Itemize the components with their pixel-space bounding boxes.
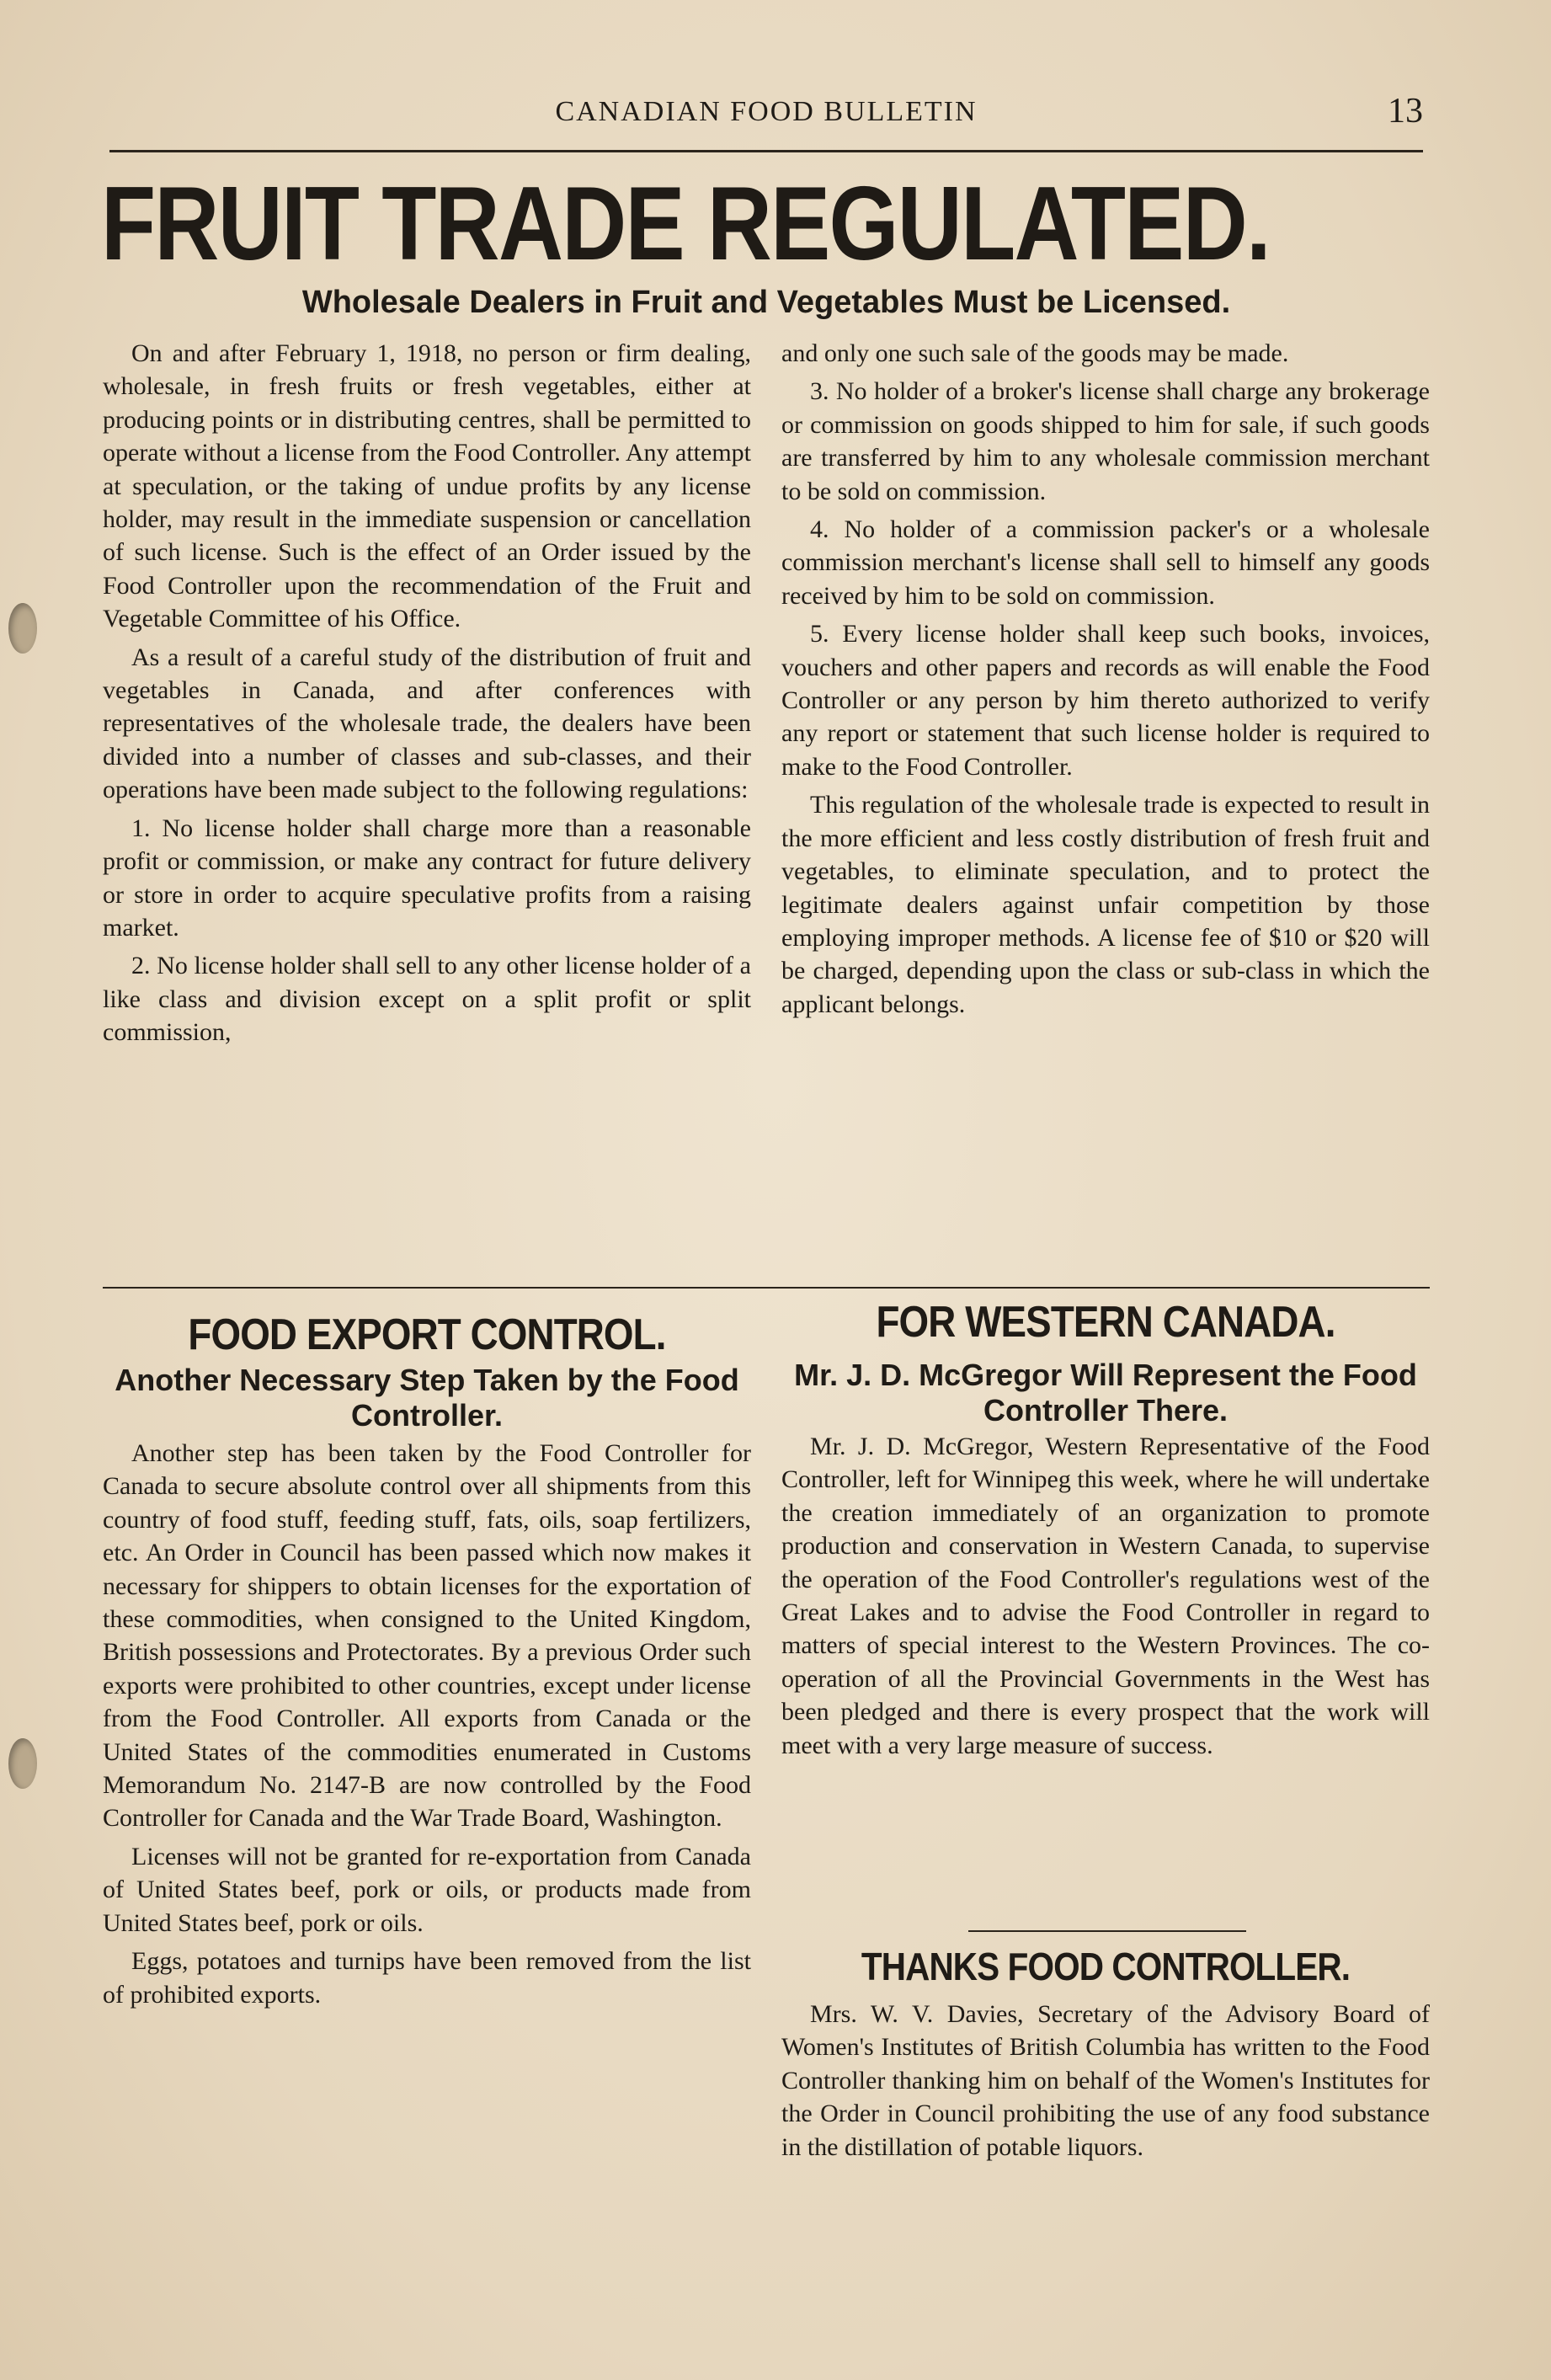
short-divider	[968, 1930, 1246, 1932]
article-paragraph: Mrs. W. V. Davies, Secretary of the Advisory Board of Women's Institutes of British Columbia has written to the Food Controller thanking him on behalf of the Women's Institutes for the Order in Council prohibiting the use of any food substance in the distillation of potable liquors.	[781, 2000, 1430, 2161]
article-paragraph: 5. Every license holder shall keep such books, invoices, vouchers and other papers and records as will enable the Food Controller or any person by him thereto authorized to verify any report or statement that such license holder is required to make to the Food Controller.	[781, 620, 1430, 781]
article-paragraph: 4. No holder of a commission packer's or a wholesale commission merchant's license shall sell to himself any goods received by him to be sold on commission.	[781, 515, 1430, 610]
article-paragraph: Mr. J. D. McGregor, Western Representative of the Food Controller, left for Winnipeg this week, where he will undertake the creation immediately of an organization to promote production and conservation in Western Canada, to supervise the operation of the Food Controller's regulations west of the Great Lakes and to advise the Food Controller in regard to matters of special interest to the Western Provinces. The co-operation of all the Provincial Governments in the West has been pledged and there is every prospect that the work will meet with a very large measure of success.	[781, 1433, 1430, 1759]
article-paragraph: and only one such sale of the goods may be made.	[781, 339, 1289, 367]
running-header	[109, 91, 1423, 133]
article-paragraph: Eggs, potatoes and turnips have been removed from the list of prohibited exports.	[103, 1947, 751, 2009]
publication-title: CANADIAN FOOD BULLETIN	[555, 96, 978, 127]
article-paragraph: Another step has been taken by the Food Controller for Canada to secure absolute control over all shipments from this country of food stuff, feeding stuff, fats, oils, soap fertilizers, etc. An Order in Council has been passed which now makes it necessary for shippers to obtain licenses for the exportation of these commodities, when consigned to the United Kingdom, British possessions and Protectorates. By a previous Order such exports were prohibited to other countries, except under license from the Food Controller. All exports from Canada or the United States of the commodities enumerated in Customs Memorandum No. 2147-B are now controlled by the Food Controller for Canada and the War Trade Board, Washington.	[103, 1439, 751, 1833]
article-paragraph: On and after February 1, 1918, no person or firm dealing, wholesale, in fresh fruits or fresh vegetables, either at producing points or in distributing centres, shall be permitted to operate without a license from the Food Controller. Any attempt at speculation, or the taking of undue profits by any license holder, may result in the immediate suspension or cancellation of such license. Such is the effect of an Order issued by the Food Controller upon the recommendation of the Fruit and Vegetable Committee of his Office.	[103, 339, 751, 633]
export-article-subtitle: Another Necessary Step Taken by the Food Controller.	[115, 1363, 739, 1433]
western-article-title: FOR WESTERN CANADA.	[876, 1298, 1335, 1347]
page-number: 13	[1388, 92, 1423, 131]
section-divider	[103, 1287, 1430, 1289]
header-rule	[109, 150, 1423, 152]
binding-hole	[8, 603, 37, 654]
article-paragraph: As a result of a careful study of the distribution of fruit and vegetables in Canada, and after conferences with representatives of the wholesale trade, the dealers have been divided into a number of classes and sub-classes, and their operations have been made subject to the following regulations:	[103, 643, 751, 804]
article-paragraph: This regulation of the wholesale trade is expected to result in the more efficient and less costly distribution of fresh fruit and vegetables, to eliminate speculation, and to protect the legitimate dealers against unfair competition by those employing improper methods. A license fee of $10 or $20 will be charged, depending upon the class or sub-class in which the applicant belongs.	[781, 791, 1430, 1018]
main-article-column-2	[781, 337, 1430, 1026]
thanks-article-title: THANKS FOOD CONTROLLER.	[861, 1945, 1351, 1988]
article-paragraph: 1. No license holder shall charge more than a reasonable profit or commission, or make any contract for future delivery or store in order to acquire speculative profits from a raising market.	[103, 814, 751, 942]
export-article-title: FOOD EXPORT CONTROL.	[188, 1310, 666, 1359]
export-article-body	[103, 1437, 751, 2016]
main-article-column-1	[103, 337, 751, 1054]
main-headline: FRUIT TRADE REGULATED.	[101, 166, 1270, 282]
article-paragraph: 3. No holder of a broker's license shall charge any brokerage or commission on goods shipped to him for sale, if such goods are transferred by him to any wholesale commission merchant to be sold on commission.	[781, 377, 1430, 505]
western-article-subtitle: Mr. J. D. McGregor Will Represent the Food Controller There.	[794, 1358, 1417, 1427]
thanks-article-body	[781, 1998, 1430, 2169]
binding-hole	[8, 1738, 37, 1789]
western-article-body	[781, 1430, 1430, 1767]
article-paragraph: Licenses will not be granted for re-exportation from Canada of United States beef, pork or oils, or products made from United States beef, pork or oils.	[103, 1842, 751, 1937]
article-paragraph: 2. No license holder shall sell to any other license holder of a like class and division except on a split profit or split commission,	[103, 952, 751, 1047]
main-subheadline: Wholesale Dealers in Fruit and Vegetables Must be Licensed.	[301, 285, 1231, 320]
